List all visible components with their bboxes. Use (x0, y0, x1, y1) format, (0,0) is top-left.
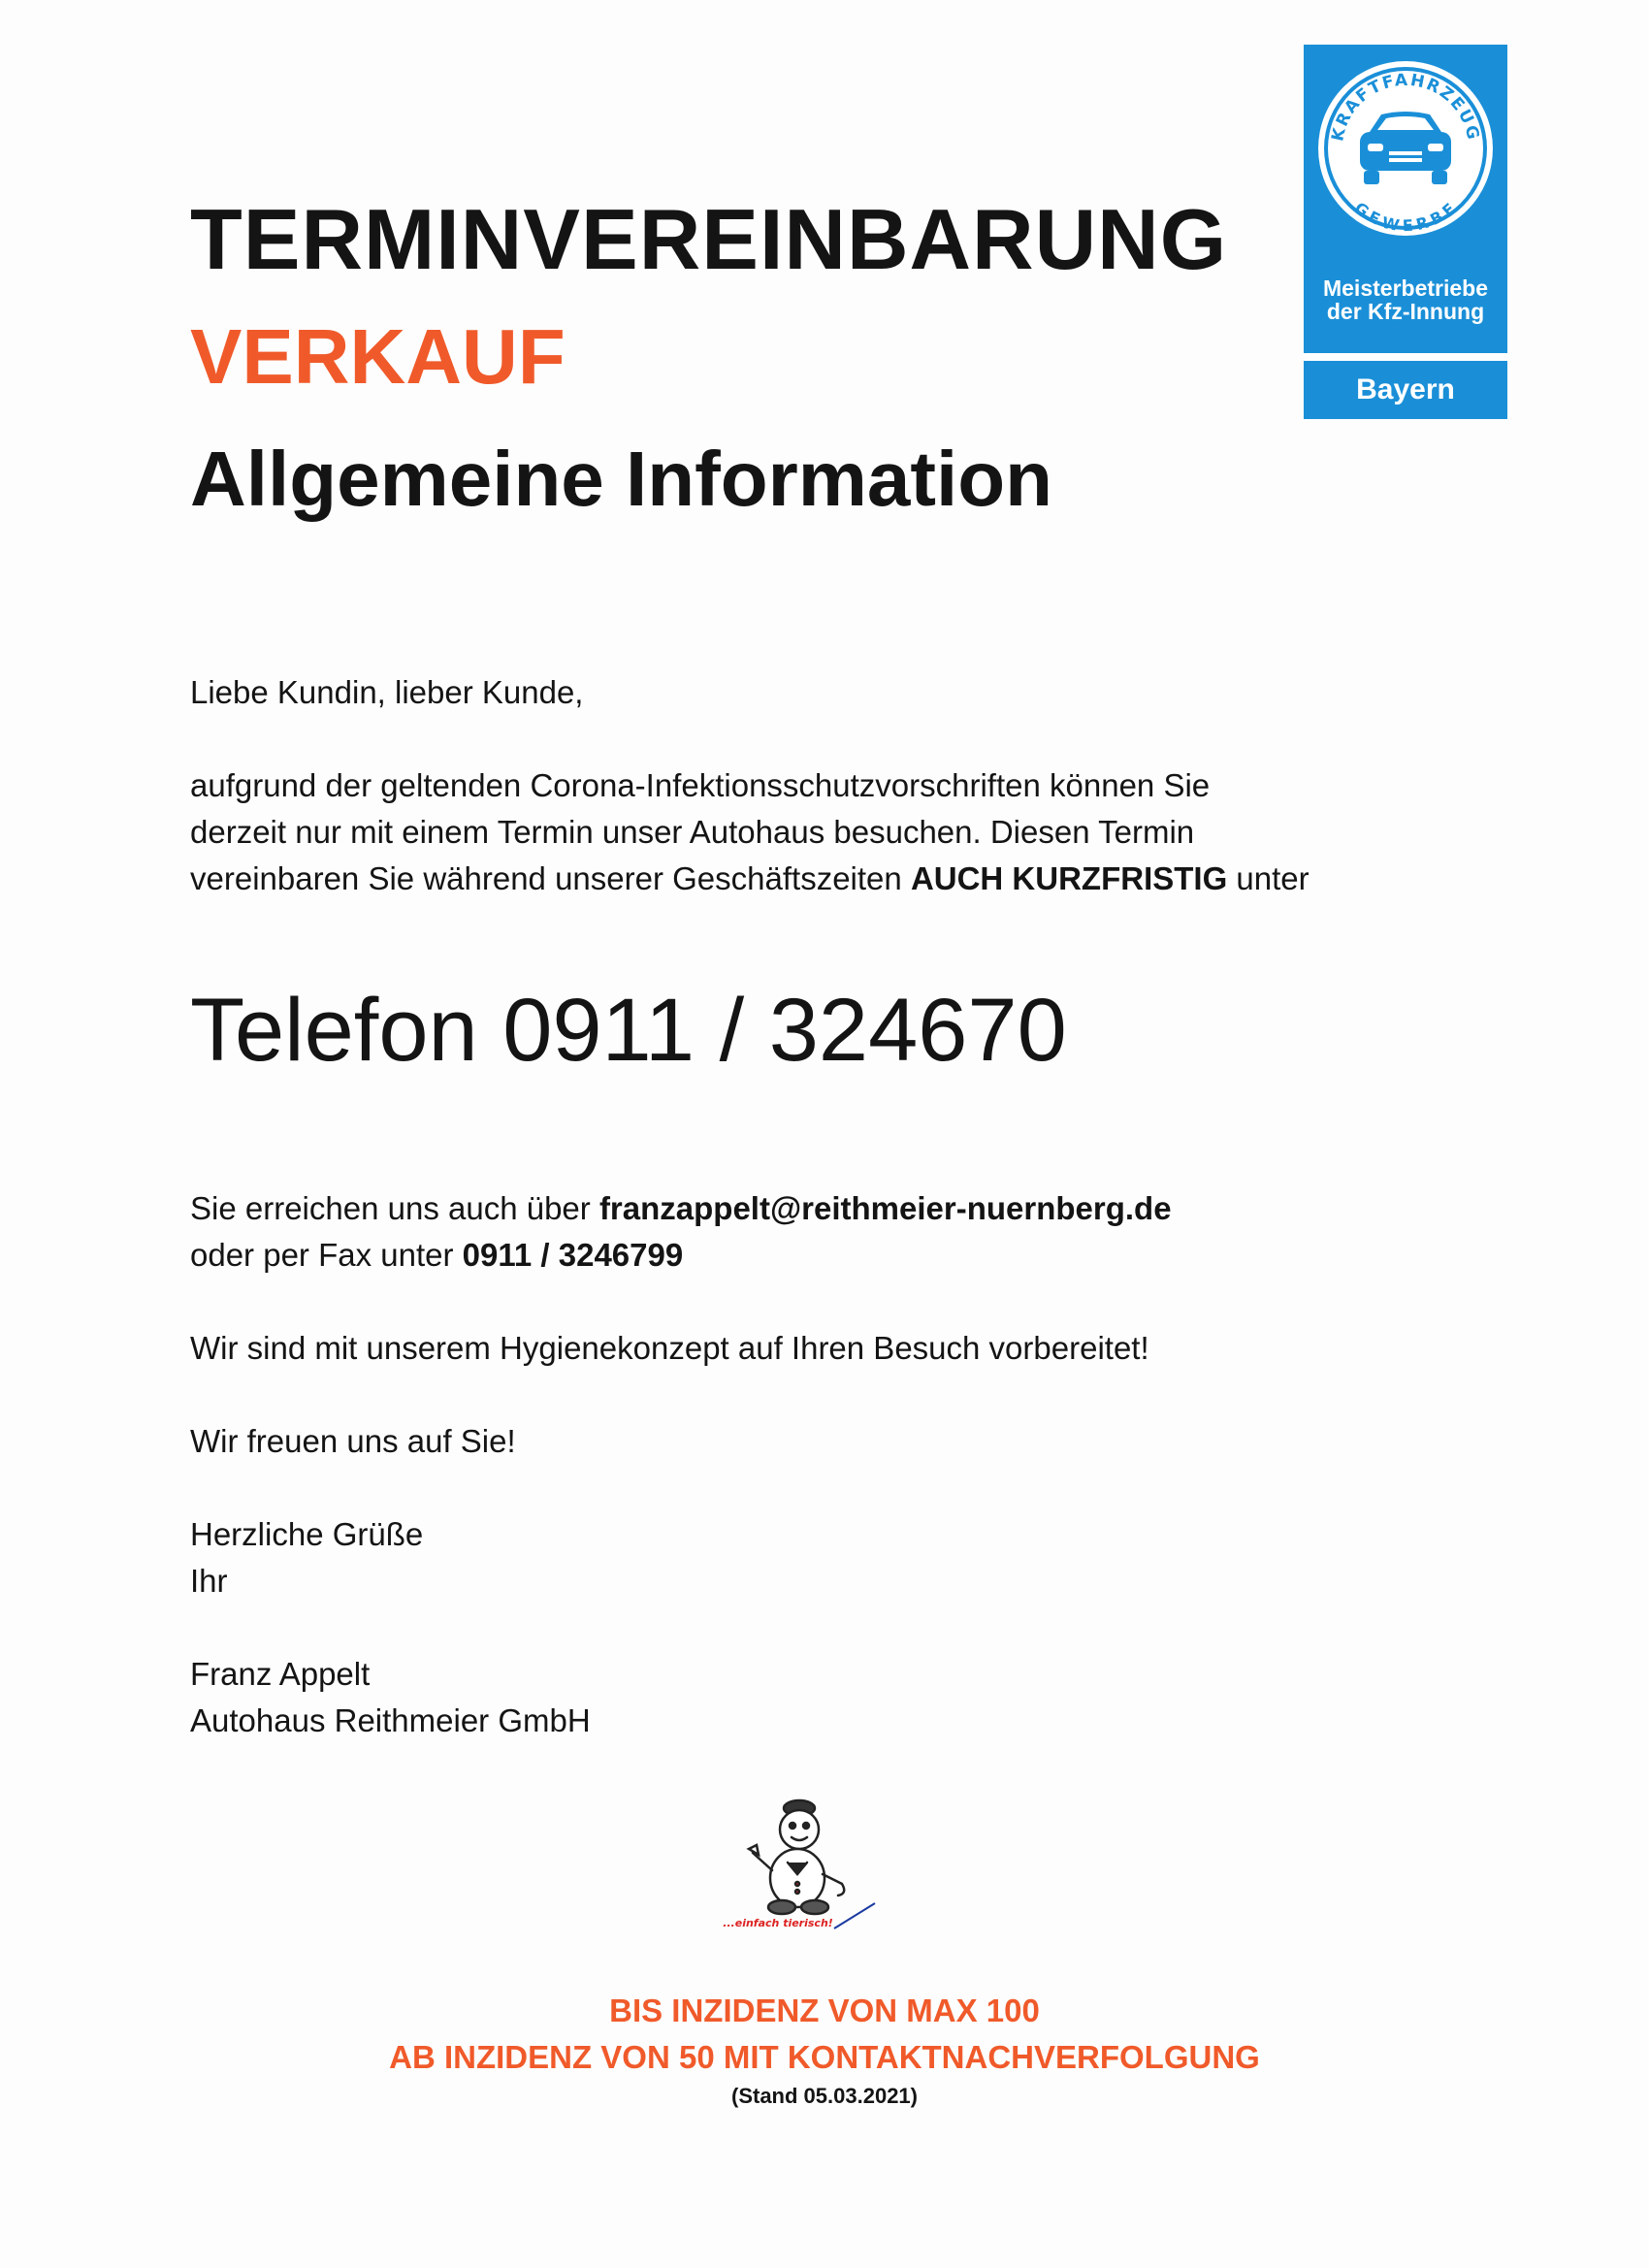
page-title: TERMINVEREINBARUNG (190, 191, 1228, 287)
badge-region: Bayern (1356, 373, 1455, 405)
closing-greeting: Herzliche Grüße (190, 1516, 424, 1552)
contact-fax-label: oder per Fax unter (190, 1237, 454, 1273)
greeting: Liebe Kundin, lieber Kunde, (190, 674, 584, 710)
contact-email[interactable]: franzappelt@reithmeier-nuernberg.de (598, 1190, 1172, 1226)
contact-email-label: Sie erreichen uns auch über (190, 1190, 591, 1226)
incidence-notice-1: BIS INZIDENZ VON MAX 100 (609, 1993, 1040, 2028)
guild-badge (1304, 45, 1507, 419)
seal-text-top: KRAFTFAHRZEUG (1328, 70, 1483, 144)
mascot-caption: ...einfach tierisch! (723, 1917, 833, 1929)
incidence-notice-2: AB INZIDENZ VON 50 MIT KONTAKTNACHVERFOLGUNG (389, 2039, 1260, 2075)
paragraph-line-2: derzeit nur mit einem Termin unser Autohaus besuchen. Diesen Termin (190, 814, 1195, 850)
badge-line-2: der Kfz-Innung (1326, 299, 1485, 324)
signer-company: Autohaus Reithmeier GmbH (190, 1702, 591, 1738)
mascot-logo-icon (720, 1781, 885, 1936)
section-heading: Allgemeine Information (190, 436, 1052, 522)
badge-line-1: Meisterbetriebe (1322, 275, 1488, 301)
hygiene-statement: Wir sind mit unserem Hygienekonzept auf Ihren Besuch vorbereitet! (190, 1330, 1149, 1366)
page-subtitle: VERKAUF (190, 313, 566, 400)
seal-text-bottom: GEWERBE (1350, 198, 1461, 236)
stand-date: (Stand 05.03.2021) (731, 2084, 918, 2108)
short-notice-emphasis: AUCH KURZFRISTIG (910, 860, 1228, 896)
contact-email-line (190, 1185, 1172, 1232)
paragraph-line-3-end: unter (1236, 860, 1310, 896)
paragraph-line-3-start: vereinbaren Sie während unserer Geschäftszeiten (190, 860, 902, 896)
fax-number: 0911 / 3246799 (462, 1237, 684, 1273)
contact-fax-line (190, 1232, 683, 1279)
paragraph-line-1: aufgrund der geltenden Corona-Infektionsschutzvorschriften können Sie (190, 767, 1211, 803)
signer-name: Franz Appelt (190, 1656, 371, 1692)
phone-number: Telefon 0911 / 324670 (190, 981, 1067, 1080)
welcome-text: Wir freuen uns auf Sie! (190, 1423, 516, 1459)
closing-ihr: Ihr (190, 1563, 228, 1599)
paragraph-line-3 (190, 856, 1310, 902)
car-seal-icon (1313, 56, 1498, 241)
